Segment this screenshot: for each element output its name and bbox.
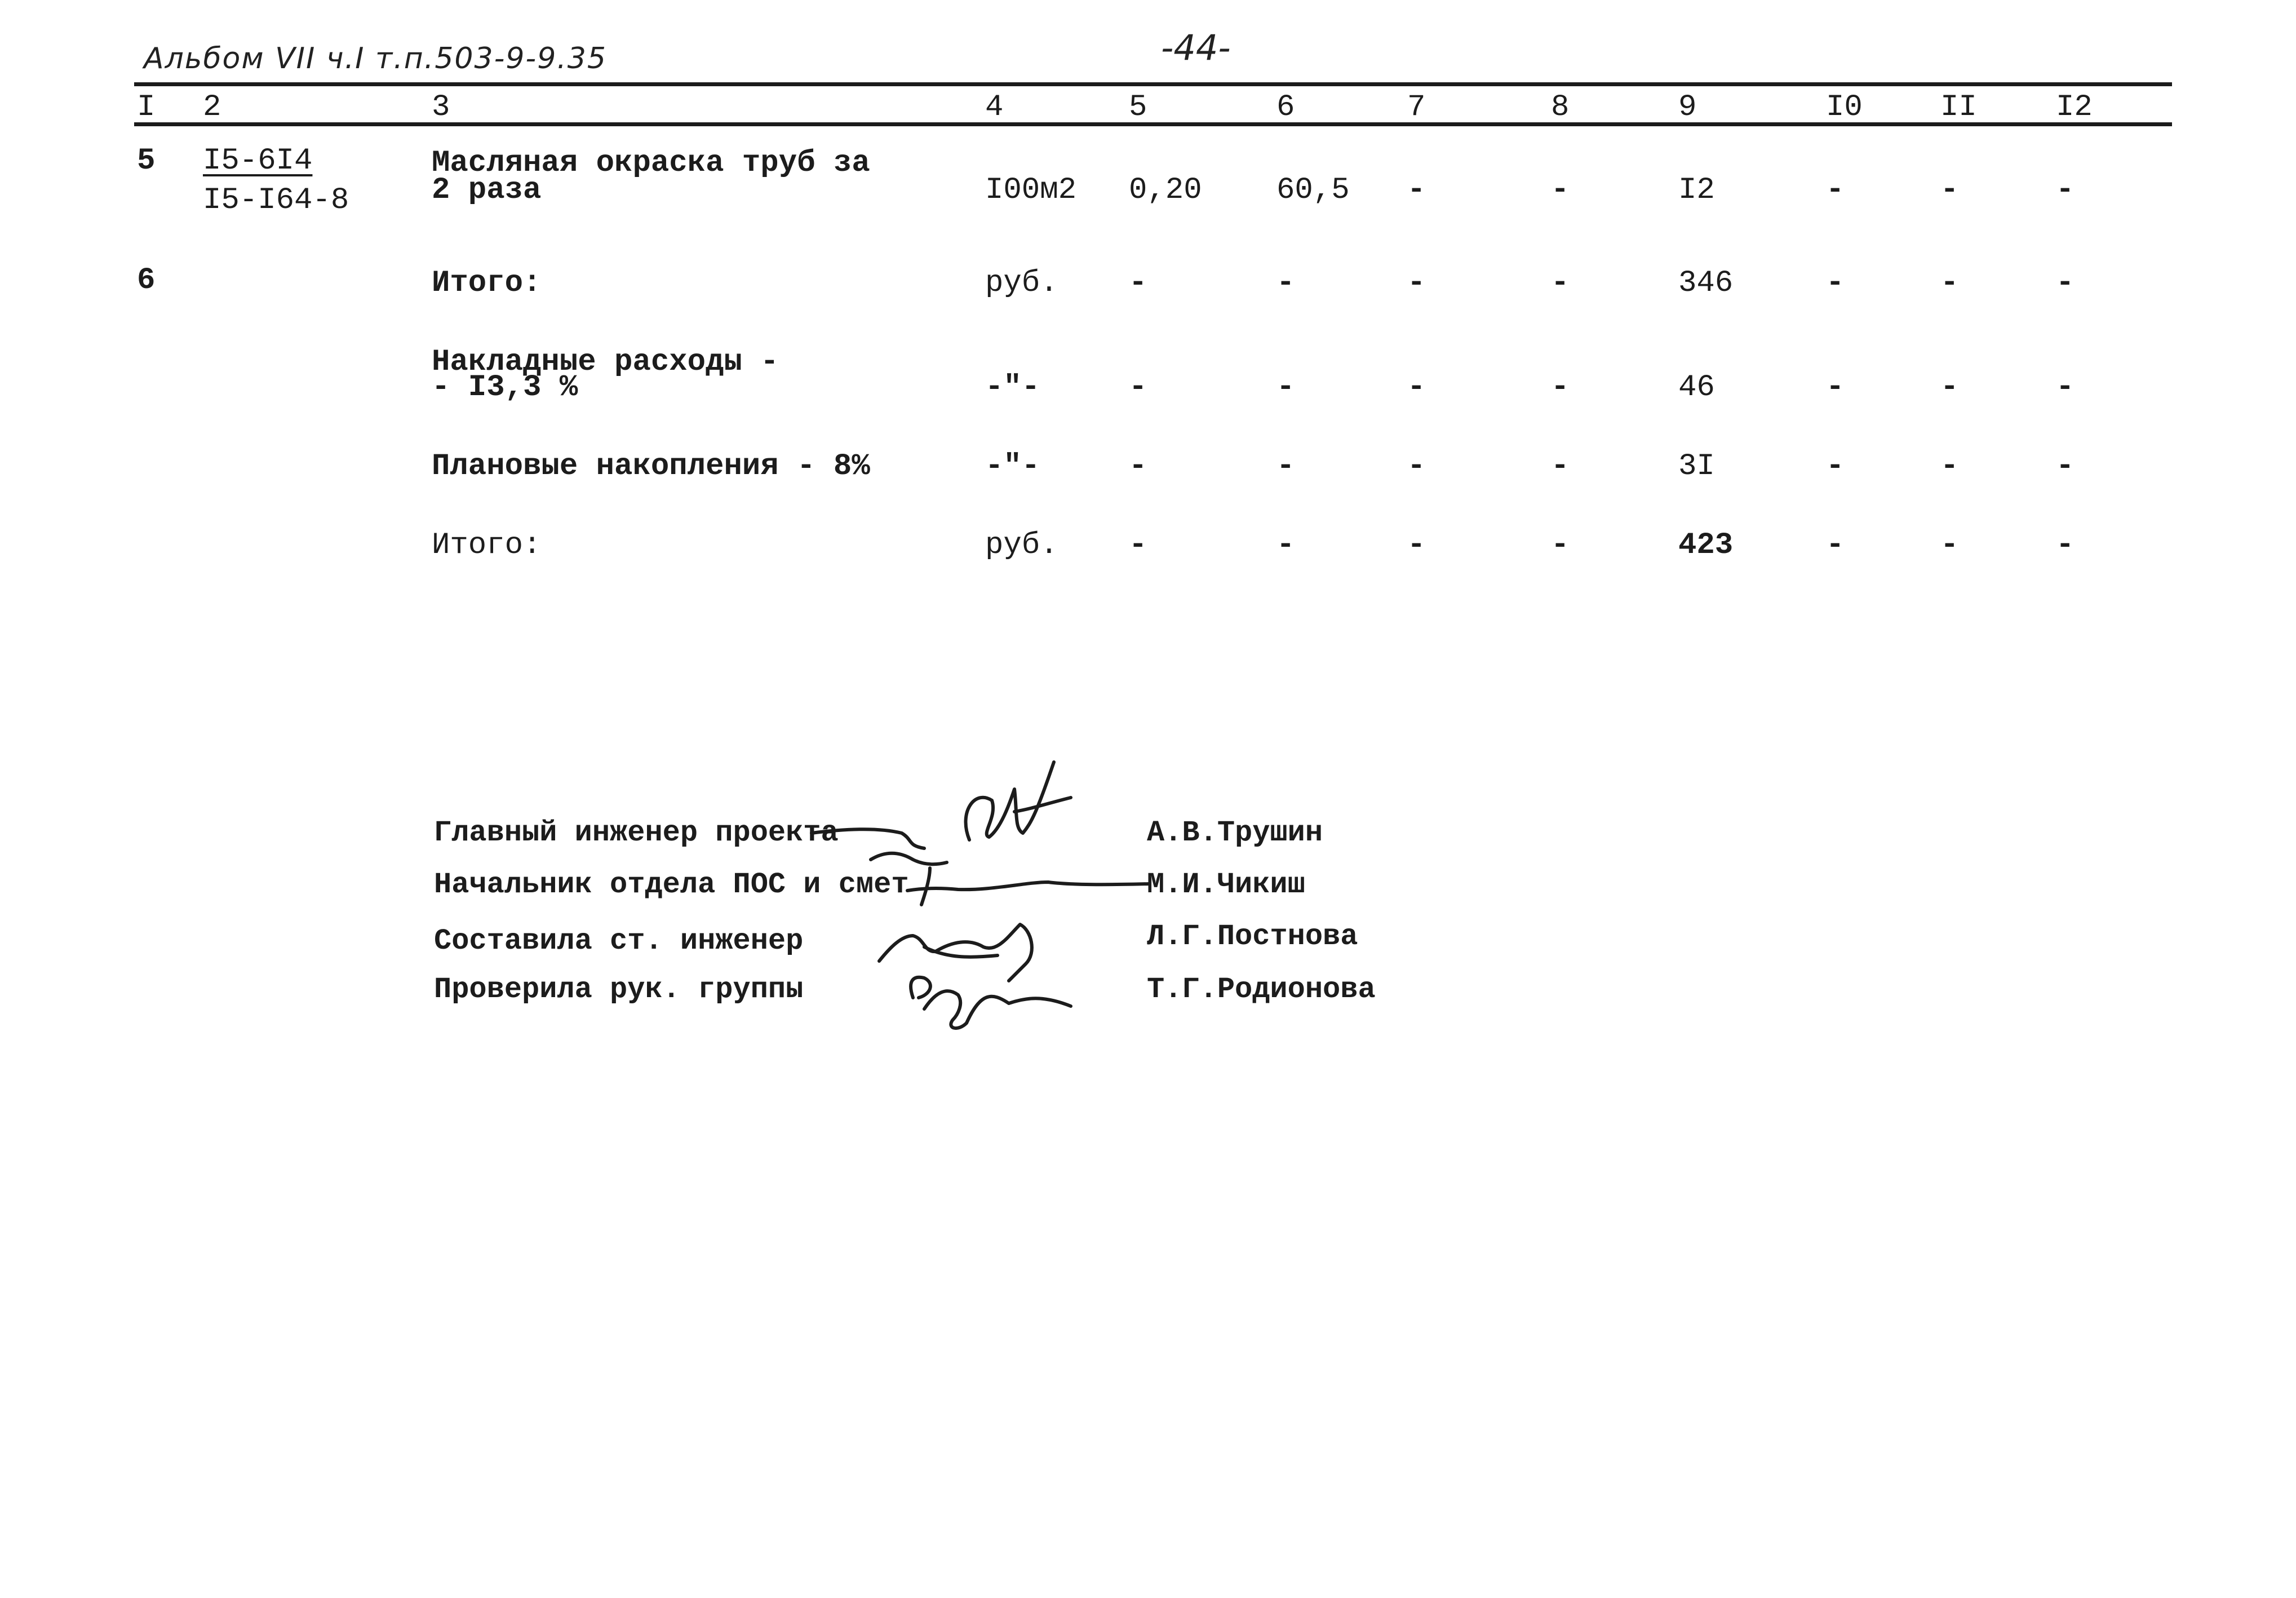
cell-col11: - xyxy=(1940,266,1959,300)
cell-col10: - xyxy=(1826,266,1845,300)
column-header-4: 4 xyxy=(985,90,1004,125)
cell-col10: - xyxy=(1826,449,1845,484)
row-description: Плановые накопления - 8% xyxy=(432,449,870,484)
row-description: Масляная окраска труб за xyxy=(432,146,870,180)
norm-code-secondary: I5-I64-8 xyxy=(203,183,349,218)
row-number: 5 xyxy=(137,144,156,178)
row-description-cont: 2 раза xyxy=(432,173,542,207)
cell-col5: - xyxy=(1129,449,1147,484)
signature-department-head xyxy=(871,853,1150,905)
signatory-role: Составила ст. инженер xyxy=(434,924,804,958)
cell-col12: - xyxy=(2056,173,2075,207)
norm-code: I5-6I4 xyxy=(203,144,313,178)
cell-col10: - xyxy=(1826,173,1845,207)
column-header-1: I xyxy=(137,90,156,125)
unit: руб. xyxy=(985,528,1058,563)
signature-connector-line xyxy=(812,829,924,848)
signatory-role: Проверила рук. группы xyxy=(434,973,804,1006)
row-number: 6 xyxy=(137,263,156,298)
cell-col9: 423 xyxy=(1678,528,1734,563)
signatory-name: М.И.Чикиш xyxy=(1147,868,1305,901)
column-header-6: 6 xyxy=(1276,90,1295,125)
cell-col8: - xyxy=(1551,173,1570,207)
cell-col9: 46 xyxy=(1678,370,1715,405)
cell-col5: 0,20 xyxy=(1129,173,1202,207)
cell-col9: 3I xyxy=(1678,449,1715,484)
cell-col8: - xyxy=(1551,449,1570,484)
signatory-name: Т.Г.Родионова xyxy=(1147,973,1376,1006)
cell-col7: - xyxy=(1407,173,1426,207)
cell-col6: 60,5 xyxy=(1276,173,1350,207)
column-header-5: 5 xyxy=(1129,90,1147,125)
album-reference: Альбом VII ч.I т.п.503-9-9.35 xyxy=(144,42,607,76)
row-description: Итого: xyxy=(432,528,542,563)
cell-col9: I2 xyxy=(1678,173,1715,207)
row-description: Накладные расходы - xyxy=(432,345,779,379)
signature-senior-engineer xyxy=(879,924,1032,981)
row-description-cont: - I3,3 % xyxy=(432,370,578,405)
unit: I00м2 xyxy=(985,173,1077,207)
column-header-10: I0 xyxy=(1826,90,1863,125)
cell-col6: - xyxy=(1276,370,1295,405)
column-header-11: II xyxy=(1940,90,1977,125)
column-header-8: 8 xyxy=(1551,90,1570,125)
cell-col7: - xyxy=(1407,449,1426,484)
cell-col11: - xyxy=(1940,528,1959,563)
cell-col12: - xyxy=(2056,370,2075,405)
cell-col8: - xyxy=(1551,370,1570,405)
cell-col6: - xyxy=(1276,266,1295,300)
cell-col10: - xyxy=(1826,528,1845,563)
cell-col10: - xyxy=(1826,370,1845,405)
column-header-2: 2 xyxy=(203,90,221,125)
cell-col8: - xyxy=(1551,266,1570,300)
cell-col6: - xyxy=(1276,528,1295,563)
unit: руб. xyxy=(985,266,1058,300)
signatory-role: Начальник отдела ПОС и смет xyxy=(434,868,909,901)
cell-col12: - xyxy=(2056,528,2075,563)
column-header-12: I2 xyxy=(2056,90,2093,125)
signature-chief-engineer xyxy=(966,762,1071,840)
unit: -"- xyxy=(985,370,1040,405)
column-header-3: 3 xyxy=(432,90,450,125)
cell-col5: - xyxy=(1129,528,1147,563)
row-description: Итого: xyxy=(432,266,542,300)
cell-col11: - xyxy=(1940,173,1959,207)
cell-col7: - xyxy=(1407,528,1426,563)
column-header-7: 7 xyxy=(1407,90,1426,125)
cell-col7: - xyxy=(1407,370,1426,405)
cell-col12: - xyxy=(2056,449,2075,484)
cell-col9: 346 xyxy=(1678,266,1734,300)
signatory-name: А.В.Трушин xyxy=(1147,816,1323,849)
unit: -"- xyxy=(985,449,1040,484)
signatory-name: Л.Г.Постнова xyxy=(1147,920,1358,953)
cell-col7: - xyxy=(1407,266,1426,300)
signature-group-lead xyxy=(911,977,1071,1028)
cell-col5: - xyxy=(1129,370,1147,405)
cell-col11: - xyxy=(1940,449,1959,484)
column-header-9: 9 xyxy=(1678,90,1697,125)
cell-col11: - xyxy=(1940,370,1959,405)
cell-col6: - xyxy=(1276,449,1295,484)
cell-col8: - xyxy=(1551,528,1570,563)
page-number: -44- xyxy=(1161,27,1231,68)
cell-col5: - xyxy=(1129,266,1147,300)
signatory-role: Главный инженер проекта xyxy=(434,816,839,849)
cell-col12: - xyxy=(2056,266,2075,300)
